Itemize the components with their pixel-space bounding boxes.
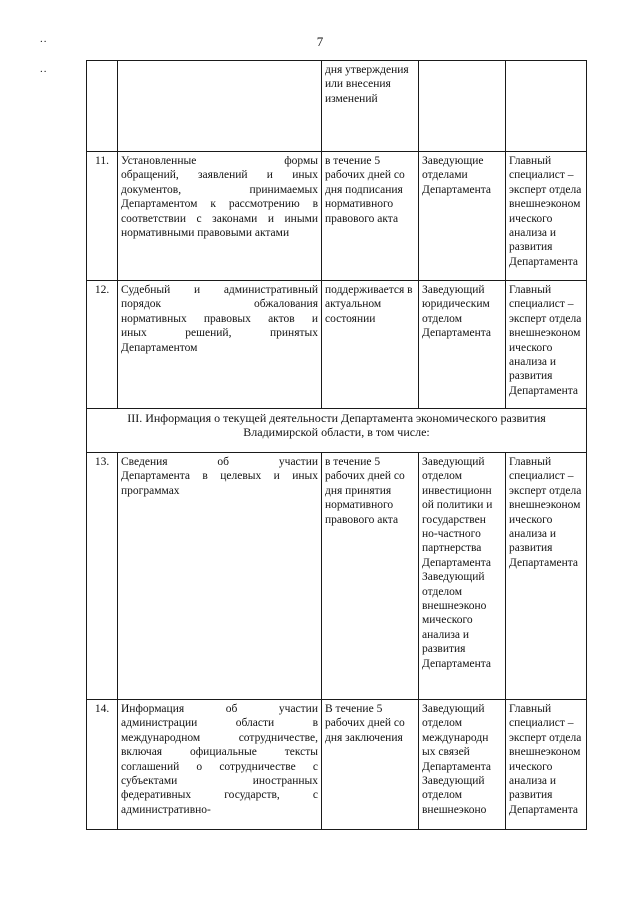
row-description (118, 152, 322, 281)
table-row (87, 700, 587, 830)
row-executor: Главный специалист – эксперт отдела внешнеэконом ического анализа и развития Департамента (506, 700, 587, 830)
row-number: 14. (87, 700, 118, 830)
description-line: административно- (121, 803, 211, 816)
row-executor: Главный специалист – эксперт отдела внешнеэконом ического анализа и развития Департамента (506, 453, 587, 700)
description-line: иных решений, принятых (121, 327, 318, 340)
description-line: Информация об участии (121, 703, 318, 715)
row-number (87, 61, 118, 152)
description-line: Сведения об участии (121, 456, 318, 468)
row-deadline: в течение 5 рабочих дней со дня подписания нормативного правового акта (322, 152, 419, 281)
row-number: 13. (87, 453, 118, 700)
row-deadline: дня утверждения или внесения изменений (322, 61, 419, 152)
description-line: соглашений о сотрудничестве с (121, 760, 318, 773)
row-number: 12. (87, 281, 118, 409)
row-number: 11. (87, 152, 118, 281)
description-line: Департаментом к рассмотрению в (121, 198, 318, 211)
description-line: субъектами иностранных (121, 775, 318, 788)
description-line: Департамента в целевых и иных (121, 470, 318, 483)
section-header-row (87, 409, 587, 453)
description-line: Установленные формы (121, 155, 318, 167)
description-line: включая официальные тексты (121, 746, 318, 759)
information-table (86, 60, 587, 830)
row-deadline: В течение 5 рабочих дней со дня заключения (322, 700, 419, 830)
row-responsible: Заведующий отделом международн ых связей Департамента Заведующий отделом внешнеэконо (419, 700, 506, 830)
margin-speck: .. (40, 63, 48, 75)
row-description (118, 700, 322, 830)
row-responsible (419, 61, 506, 152)
description-line: программах (121, 484, 180, 497)
row-deadline: в течение 5 рабочих дней со дня принятия нормативного правового акта (322, 453, 419, 700)
row-description (118, 61, 322, 152)
description-line: Департаментом (121, 341, 198, 354)
description-line: федеративных государств, с (121, 789, 318, 802)
description-line: обращений, заявлений и иных (121, 169, 318, 182)
description-line: соответствии с законами и иными (121, 212, 318, 225)
section-header: III. Информация о текущей деятельности Департамента экономического развития Владимирской области, в том числе: (87, 409, 587, 453)
row-executor: Главный специалист – эксперт отдела внешнеэконом ического анализа и развития Департамента (506, 281, 587, 409)
row-responsible: Заведующие отделами Департамента (419, 152, 506, 281)
row-executor (506, 61, 587, 152)
description-line: нормативных правовых актов и (121, 312, 318, 325)
description-line: документов, принимаемых (121, 183, 318, 196)
table-row (87, 453, 587, 700)
description-line: Судебный и административный (121, 284, 318, 296)
table-row (87, 281, 587, 409)
description-line: нормативными правовыми актами (121, 227, 290, 240)
row-deadline: поддерживается в актуальном состоянии (322, 281, 419, 409)
table-row (87, 61, 587, 152)
margin-specks (40, 24, 48, 84)
row-executor: Главный специалист – эксперт отдела внешнеэконом ического анализа и развития Департамента (506, 152, 587, 281)
page-number: 7 (316, 34, 324, 49)
description-line: администрации области в (121, 717, 318, 730)
description-line: международном сотрудничестве, (121, 731, 318, 744)
row-description (118, 453, 322, 700)
margin-speck: .. (40, 33, 48, 45)
row-responsible: Заведующий юридическим отделом Департамента (419, 281, 506, 409)
description-line: порядок обжалования (121, 298, 318, 311)
row-responsible: Заведующий отделом инвестиционн ой политики и государствен но-частного партнерства Департамента Заведующий отделом внешнеэконо мического анализа и развития Департамента (419, 453, 506, 700)
row-description (118, 281, 322, 409)
table-row (87, 152, 587, 281)
